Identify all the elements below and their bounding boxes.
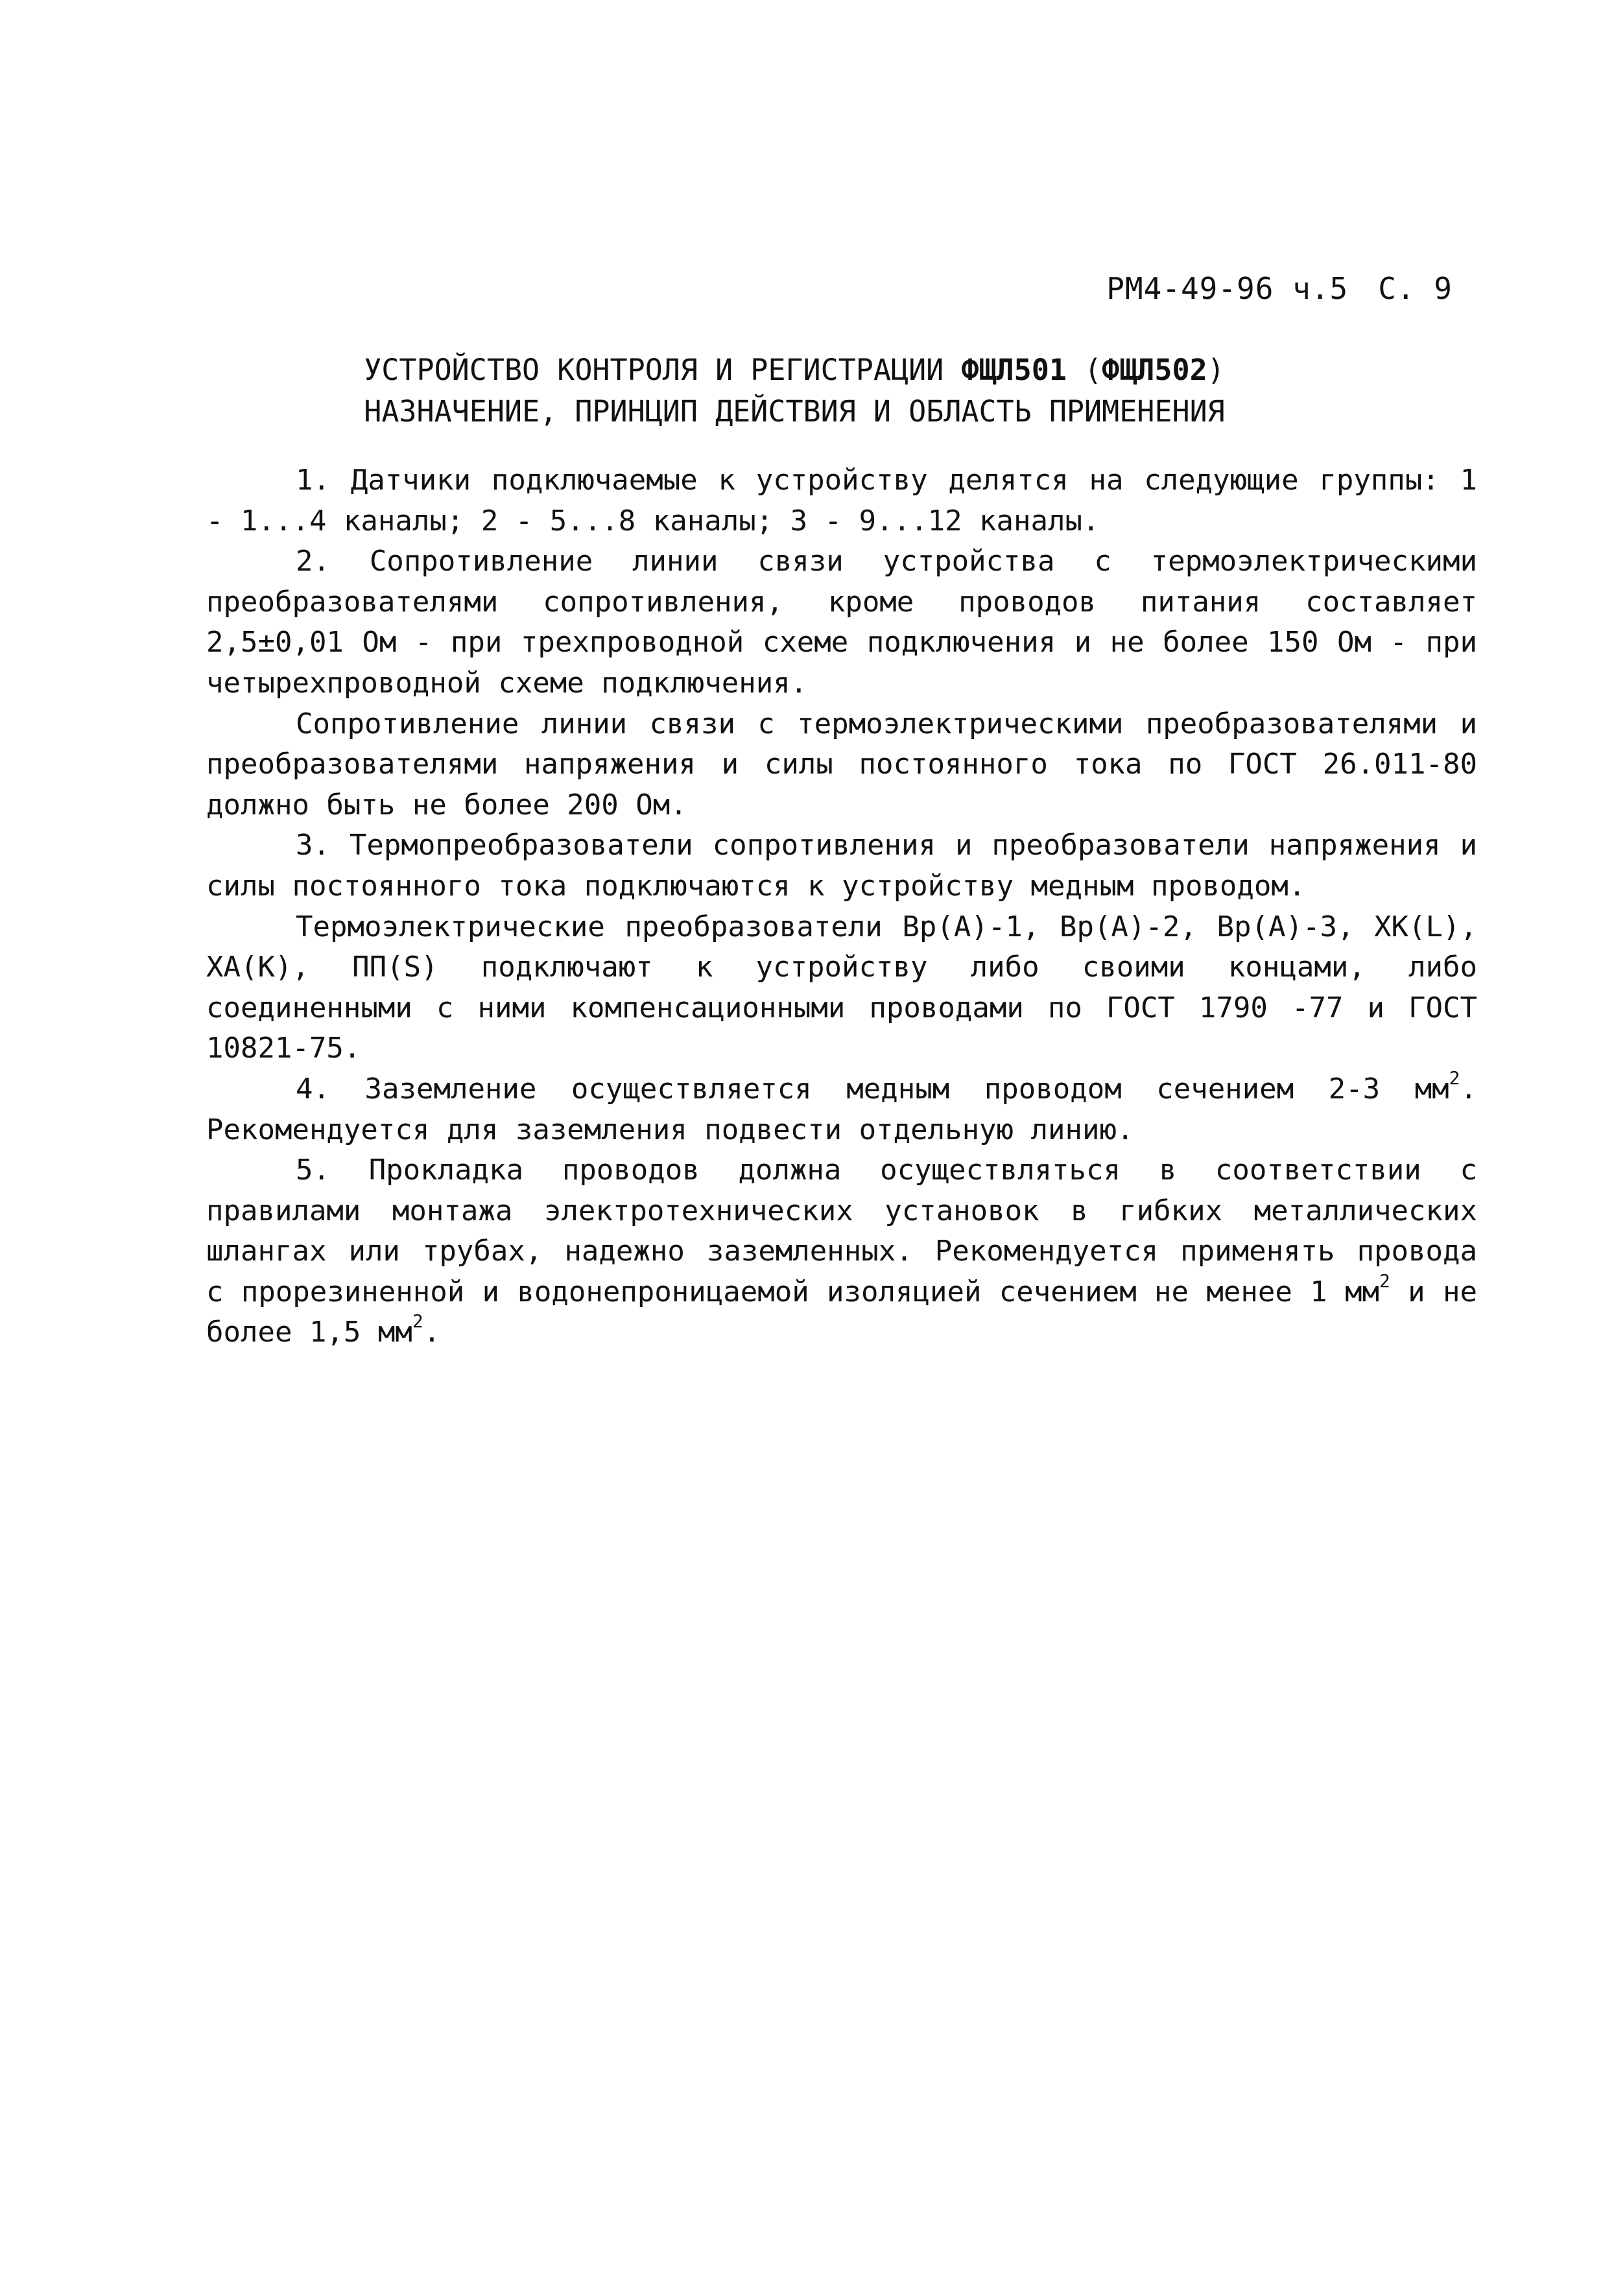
grounding-text-end: . Рекомендуется для заземления подвести отдельную линию. — [206, 1072, 1477, 1146]
paragraph-grounding — [206, 1069, 1477, 1150]
paragraph-thermoelectric-resistance: Сопротивление линии связи с термоэлектрическими преобразователями и преобразователями напряжения и силы постоянного тока по ГОСТ 26.011-80 должно быть не более 200 Ом. — [206, 707, 1477, 822]
wiring-exponent-min: 2 — [1379, 1270, 1390, 1292]
model-code-501: ФЩЛ501 — [961, 353, 1067, 387]
page-number: С. 9 — [1378, 271, 1453, 306]
grounding-text: 4. Заземление осуществляется медным проводом сечением 2-3 мм — [296, 1072, 1449, 1106]
paragraph-sensor-groups: 1. Датчики подключаемые к устройству делятся на следующие группы: 1 - 1...4 каналы; 2 - 5...8 каналы; 3 - 9...12 каналы. — [206, 464, 1477, 538]
model-bracket-open: ( — [1066, 353, 1102, 387]
document-title — [195, 350, 1394, 390]
model-bracket-close: ) — [1207, 353, 1225, 387]
title-text: УСТРОЙСТВО КОНТРОЛЯ И РЕГИСТРАЦИИ — [364, 353, 962, 387]
wiring-text: 5. Прокладка проводов должна осуществляться в соответствии с правилами монтажа электротехнических установок в гибких металлических шлангах или трубах, надежно заземленных. Рекомендуется применять провода с прорезиненной и водонепроницаемой изоляцией сечением не менее 1 мм — [206, 1154, 1477, 1308]
document-body — [206, 460, 1477, 1353]
paragraph-thermocouples: Термоэлектрические преобразователи Вр(А)-1, Вр(А)-2, Вр(А)-3, ХК(L), ХА(К), ПП(S) подключают к устройству либо своими концами, либо соединенными с ними компенсационными проводами по ГОСТ 1790 -77 и ГОСТ 10821-75. — [206, 910, 1477, 1065]
wiring-text-end: . — [423, 1316, 441, 1349]
section-title: НАЗНАЧЕНИЕ, ПРИНЦИП ДЕЙСТВИЯ И ОБЛАСТЬ ПРИМЕНЕНИЯ — [364, 394, 1225, 429]
page-header — [1106, 271, 1453, 306]
paragraph-wiring — [206, 1150, 1477, 1353]
paragraph-copper-connection: 3. Термопреобразователи сопротивления и преобразователи напряжения и силы постоянного тока подключаются к устройству медным проводом. — [206, 829, 1477, 903]
wiring-exponent-max: 2 — [412, 1310, 423, 1332]
model-code-502: ФЩЛ502 — [1102, 353, 1207, 387]
grounding-exponent: 2 — [1449, 1067, 1460, 1089]
document-code: РМ4-49-96 ч.5 — [1106, 271, 1349, 306]
paragraph-line-resistance: 2. Сопротивление линии связи устройства с термоэлектрическими преобразователями сопротивления, кроме проводов питания составляет 2,5±0,01 Ом - при трехпроводной схеме подключения и не более 150 Ом - при четырехпроводной схеме подключения. — [206, 545, 1477, 700]
wiring-text-middle: и не более 1,5 мм — [206, 1275, 1477, 1349]
